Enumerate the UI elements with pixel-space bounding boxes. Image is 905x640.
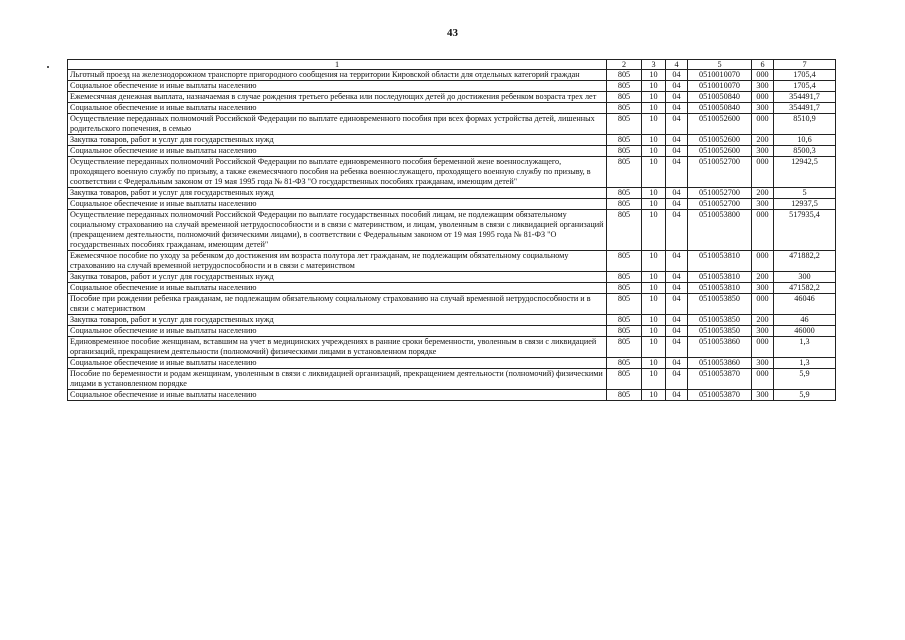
section-code-cell: 10: [642, 103, 666, 114]
header-cell-section: 3: [642, 60, 666, 70]
table-row: [68, 251, 836, 272]
section-code-cell: 10: [642, 157, 666, 188]
row-name-cell: Социальное обеспечение и иные выплаты населению: [68, 81, 607, 92]
table-row: [68, 199, 836, 210]
expense-type-cell: 200: [752, 315, 774, 326]
expense-type-cell: 300: [752, 390, 774, 401]
row-name-cell: Осуществление переданных полномочий Российской Федерации по выплате единовременного пособия беременной жене военнослужащего, проходящего военную службу по призыву, а также ежемесячного пособия на ребенка военнослужащего, проходящего военную службу по призыву, в соответствии с Федеральным законом от 19 мая 1995 года № 81-ФЗ "О государственных пособиях гражданам, имеющим детей": [68, 157, 607, 188]
ministry-code-cell: 805: [607, 326, 642, 337]
section-code-cell: 10: [642, 135, 666, 146]
ministry-code-cell: 805: [607, 210, 642, 251]
target-code-cell: 0510053810: [688, 283, 752, 294]
expense-type-cell: 200: [752, 135, 774, 146]
section-code-cell: 10: [642, 283, 666, 294]
amount-cell: 8500,3: [774, 146, 836, 157]
header-cell-name: 1: [68, 60, 607, 70]
ministry-code-cell: 805: [607, 315, 642, 326]
expense-type-cell: 200: [752, 272, 774, 283]
expense-type-cell: 000: [752, 369, 774, 390]
ministry-code-cell: 805: [607, 358, 642, 369]
expense-type-cell: 300: [752, 358, 774, 369]
amount-cell: 471882,2: [774, 251, 836, 272]
header-cell-subsection: 4: [666, 60, 688, 70]
expense-type-cell: 200: [752, 188, 774, 199]
ministry-code-cell: 805: [607, 251, 642, 272]
amount-cell: 46: [774, 315, 836, 326]
subsection-code-cell: 04: [666, 81, 688, 92]
subsection-code-cell: 04: [666, 146, 688, 157]
section-code-cell: 10: [642, 92, 666, 103]
amount-cell: 8510,9: [774, 114, 836, 135]
subsection-code-cell: 04: [666, 103, 688, 114]
ministry-code-cell: 805: [607, 188, 642, 199]
subsection-code-cell: 04: [666, 337, 688, 358]
row-name-cell: Социальное обеспечение и иные выплаты населению: [68, 146, 607, 157]
amount-cell: 1,3: [774, 358, 836, 369]
header-cell-target: 5: [688, 60, 752, 70]
subsection-code-cell: 04: [666, 390, 688, 401]
target-code-cell: 0510053810: [688, 272, 752, 283]
row-name-cell: Закупка товаров, работ и услуг для государственных нужд: [68, 188, 607, 199]
ministry-code-cell: 805: [607, 114, 642, 135]
ministry-code-cell: 805: [607, 70, 642, 81]
table-row: [68, 283, 836, 294]
section-code-cell: 10: [642, 251, 666, 272]
target-code-cell: 0510053870: [688, 369, 752, 390]
expense-type-cell: 000: [752, 337, 774, 358]
expense-type-cell: 000: [752, 92, 774, 103]
table-row: [68, 315, 836, 326]
ministry-code-cell: 805: [607, 135, 642, 146]
row-name-cell: Социальное обеспечение и иные выплаты населению: [68, 199, 607, 210]
amount-cell: 46000: [774, 326, 836, 337]
subsection-code-cell: 04: [666, 294, 688, 315]
section-code-cell: 10: [642, 390, 666, 401]
ministry-code-cell: 805: [607, 103, 642, 114]
target-code-cell: 0510052600: [688, 135, 752, 146]
amount-cell: 354491,7: [774, 103, 836, 114]
expense-type-cell: 000: [752, 251, 774, 272]
ministry-code-cell: 805: [607, 390, 642, 401]
amount-cell: 1,3: [774, 337, 836, 358]
scan-dot: [47, 66, 49, 68]
section-code-cell: 10: [642, 199, 666, 210]
expense-type-cell: 300: [752, 81, 774, 92]
target-code-cell: 0510052700: [688, 199, 752, 210]
ministry-code-cell: 805: [607, 92, 642, 103]
amount-cell: 1705,4: [774, 70, 836, 81]
subsection-code-cell: 04: [666, 326, 688, 337]
subsection-code-cell: 04: [666, 92, 688, 103]
section-code-cell: 10: [642, 369, 666, 390]
section-code-cell: 10: [642, 188, 666, 199]
table-row: [68, 135, 836, 146]
ministry-code-cell: 805: [607, 272, 642, 283]
target-code-cell: 0510052700: [688, 188, 752, 199]
row-name-cell: Социальное обеспечение и иные выплаты населению: [68, 358, 607, 369]
header-cell-amount: 7: [774, 60, 836, 70]
table-row: [68, 294, 836, 315]
section-code-cell: 10: [642, 315, 666, 326]
section-code-cell: 10: [642, 294, 666, 315]
target-code-cell: 0510052600: [688, 146, 752, 157]
ministry-code-cell: 805: [607, 294, 642, 315]
ministry-code-cell: 805: [607, 369, 642, 390]
target-code-cell: 0510053850: [688, 326, 752, 337]
header-cell-expense-type: 6: [752, 60, 774, 70]
ministry-code-cell: 805: [607, 337, 642, 358]
amount-cell: 471582,2: [774, 283, 836, 294]
target-code-cell: 0510053850: [688, 294, 752, 315]
table-row: [68, 369, 836, 390]
section-code-cell: 10: [642, 146, 666, 157]
ministry-code-cell: 805: [607, 199, 642, 210]
ministry-code-cell: 805: [607, 146, 642, 157]
table-row: [68, 326, 836, 337]
subsection-code-cell: 04: [666, 251, 688, 272]
expense-type-cell: 300: [752, 326, 774, 337]
amount-cell: 517935,4: [774, 210, 836, 251]
amount-cell: 12942,5: [774, 157, 836, 188]
amount-cell: 1705,4: [774, 81, 836, 92]
subsection-code-cell: 04: [666, 135, 688, 146]
row-name-cell: Закупка товаров, работ и услуг для государственных нужд: [68, 272, 607, 283]
table-row: [68, 103, 836, 114]
expense-type-cell: 300: [752, 283, 774, 294]
expense-type-cell: 000: [752, 114, 774, 135]
subsection-code-cell: 04: [666, 283, 688, 294]
row-name-cell: Осуществление переданных полномочий Российской Федерации по выплате единовременного пособия при всех формах устройства детей, лишенных родительского попечения, в семью: [68, 114, 607, 135]
target-code-cell: 0510052700: [688, 157, 752, 188]
table-row: [68, 210, 836, 251]
target-code-cell: 0510053870: [688, 390, 752, 401]
table-row: [68, 272, 836, 283]
section-code-cell: 10: [642, 114, 666, 135]
subsection-code-cell: 04: [666, 188, 688, 199]
section-code-cell: 10: [642, 70, 666, 81]
table-row: [68, 358, 836, 369]
section-code-cell: 10: [642, 81, 666, 92]
section-code-cell: 10: [642, 326, 666, 337]
row-name-cell: Социальное обеспечение и иные выплаты населению: [68, 283, 607, 294]
target-code-cell: 0510052600: [688, 114, 752, 135]
expense-type-cell: 300: [752, 103, 774, 114]
amount-cell: 10,6: [774, 135, 836, 146]
subsection-code-cell: 04: [666, 199, 688, 210]
target-code-cell: 0510053810: [688, 251, 752, 272]
expense-type-cell: 300: [752, 146, 774, 157]
row-name-cell: Пособие по беременности и родам женщинам, уволенным в связи с ликвидацией организаций, прекращением деятельности (полномочий) физическими лицами в установленном порядке: [68, 369, 607, 390]
ministry-code-cell: 805: [607, 283, 642, 294]
expense-type-cell: 000: [752, 210, 774, 251]
subsection-code-cell: 04: [666, 210, 688, 251]
row-name-cell: Ежемесячная денежная выплата, назначаемая в случае рождения третьего ребенка или последующих детей до достижения ребенком возраста трех лет: [68, 92, 607, 103]
table-row: [68, 81, 836, 92]
table-row: [68, 70, 836, 81]
target-code-cell: 0510010070: [688, 70, 752, 81]
section-code-cell: 10: [642, 358, 666, 369]
amount-cell: 5: [774, 188, 836, 199]
subsection-code-cell: 04: [666, 272, 688, 283]
subsection-code-cell: 04: [666, 369, 688, 390]
row-name-cell: Закупка товаров, работ и услуг для государственных нужд: [68, 315, 607, 326]
row-name-cell: Социальное обеспечение и иные выплаты населению: [68, 390, 607, 401]
header-row: [68, 60, 836, 70]
amount-cell: 300: [774, 272, 836, 283]
row-name-cell: Закупка товаров, работ и услуг для государственных нужд: [68, 135, 607, 146]
row-name-cell: Пособие при рождении ребенка гражданам, не подлежащим обязательному социальному страхованию на случай временной нетрудоспособности и в связи с материнством: [68, 294, 607, 315]
page-number: 43: [447, 27, 458, 39]
row-name-cell: Ежемесячное пособие по уходу за ребенком до достижения им возраста полутора лет гражданам, не подлежащим обязательному социальному страхованию на случай временной нетрудоспособности и в связи с материнством: [68, 251, 607, 272]
subsection-code-cell: 04: [666, 358, 688, 369]
amount-cell: 354491,7: [774, 92, 836, 103]
budget-table: [67, 59, 836, 401]
row-name-cell: Льготный проезд на железнодорожном транспорте пригородного сообщения на территории Кировской области для отдельных категорий граждан: [68, 70, 607, 81]
subsection-code-cell: 04: [666, 114, 688, 135]
row-name-cell: Осуществление переданных полномочий Российской Федерации по выплате государственных пособий лицам, не подлежащим обязательному социальному страхованию на случай временной нетрудоспособности и в связи с материнством, и лицам, уволенным в связи с ликвидацией организаций (прекращением деятельности, полномочий физическими лицами), в соответствии с Федеральным законом от 19 мая 1995 года № 81-ФЗ "О государственных пособиях гражданам, имеющим детей": [68, 210, 607, 251]
ministry-code-cell: 805: [607, 157, 642, 188]
amount-cell: 12937,5: [774, 199, 836, 210]
target-code-cell: 0510053800: [688, 210, 752, 251]
table-row: [68, 92, 836, 103]
section-code-cell: 10: [642, 272, 666, 283]
row-name-cell: Социальное обеспечение и иные выплаты населению: [68, 103, 607, 114]
table-row: [68, 390, 836, 401]
expense-type-cell: 000: [752, 157, 774, 188]
table-row: [68, 114, 836, 135]
expense-type-cell: 000: [752, 70, 774, 81]
ministry-code-cell: 805: [607, 81, 642, 92]
budget-table-body: [68, 60, 836, 401]
table-row: [68, 337, 836, 358]
target-code-cell: 0510050840: [688, 103, 752, 114]
target-code-cell: 0510053860: [688, 358, 752, 369]
section-code-cell: 10: [642, 210, 666, 251]
table-row: [68, 157, 836, 188]
subsection-code-cell: 04: [666, 70, 688, 81]
amount-cell: 5,9: [774, 390, 836, 401]
section-code-cell: 10: [642, 337, 666, 358]
subsection-code-cell: 04: [666, 315, 688, 326]
target-code-cell: 0510053850: [688, 315, 752, 326]
expense-type-cell: 000: [752, 294, 774, 315]
row-name-cell: Социальное обеспечение и иные выплаты населению: [68, 326, 607, 337]
table-row: [68, 188, 836, 199]
expense-type-cell: 300: [752, 199, 774, 210]
target-code-cell: 0510010070: [688, 81, 752, 92]
amount-cell: 46046: [774, 294, 836, 315]
header-cell-ministry: 2: [607, 60, 642, 70]
row-name-cell: Единовременное пособие женщинам, вставшим на учет в медицинских учреждениях в ранние сроки беременности, уволенным в связи с ликвидацией организаций, прекращением деятельности (полномочий) физическими лицами в установленном порядке: [68, 337, 607, 358]
subsection-code-cell: 04: [666, 157, 688, 188]
target-code-cell: 0510050840: [688, 92, 752, 103]
table-row: [68, 146, 836, 157]
amount-cell: 5,9: [774, 369, 836, 390]
target-code-cell: 0510053860: [688, 337, 752, 358]
